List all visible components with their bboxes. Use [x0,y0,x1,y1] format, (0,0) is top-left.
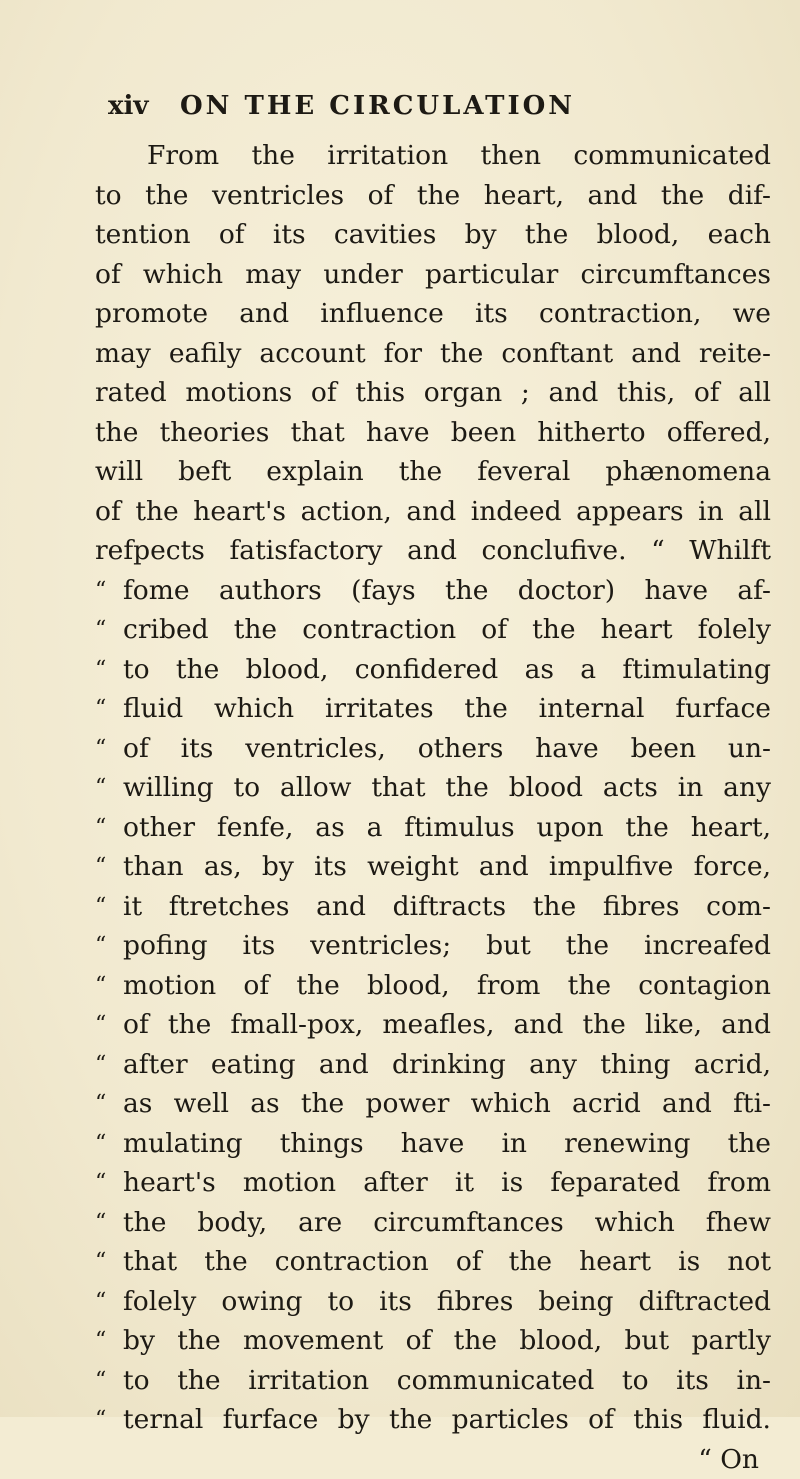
line-text: the body, are circumftances which fhew [123,1207,771,1238]
text-line [95,136,771,176]
quote-mark: “ [95,1045,123,1085]
quote-mark: “ [95,1242,123,1282]
text-line [95,215,771,255]
line-text: to the ventricles of the heart, and the dif- [95,180,771,211]
text-line [95,1203,771,1243]
line-text: to the blood, confidered as a ftimulating [123,654,771,685]
line-text: promote and influence its contraction, we [95,298,771,329]
text-line [95,689,771,729]
text-line [95,1084,771,1124]
line-text: to the irritation communicated to its in- [123,1365,771,1396]
line-text: pofing its ventricles; but the increafed [123,930,771,961]
text-line [95,1242,771,1282]
text-line [95,492,771,532]
running-header [108,86,758,126]
line-text: than as, by its weight and impulfive force, [123,851,771,882]
quote-mark: “ [95,1282,123,1322]
text-line [95,887,771,927]
line-text: may eafily account for the conftant and reite- [95,338,771,369]
catchword: “ On [95,1440,771,1479]
text-line [95,413,771,453]
line-text: From the irritation then communicated [147,140,771,171]
line-text: motion of the blood, from the contagion [123,970,771,1001]
text-line [95,1282,771,1322]
text-line [95,1005,771,1045]
quote-mark: “ [95,571,123,611]
line-text: rated motions of this organ ; and this, of all [95,377,771,408]
text-line [95,1045,771,1085]
text-line [95,1400,771,1440]
text-line [95,966,771,1006]
line-text: heart's motion after it is feparated from [123,1167,771,1198]
line-text: cribed the contraction of the heart folely [123,614,771,645]
quote-mark: “ [95,808,123,848]
line-text: after eating and drinking any thing acrid, [123,1049,771,1080]
quote-mark: “ [95,729,123,769]
quote-mark: “ [95,887,123,927]
line-text: of the heart's action, and indeed appears in all [95,496,771,527]
line-text: the theories that have been hitherto offered, [95,417,771,448]
text-line [95,531,771,571]
line-text: willing to allow that the blood acts in any [123,772,771,803]
line-text: by the movement of the blood, but partly [123,1325,771,1356]
quote-mark: “ [95,847,123,887]
text-line [95,650,771,690]
line-text: mulating things have in renewing the [123,1128,771,1159]
quote-mark: “ [95,1084,123,1124]
line-text: as well as the power which acrid and fti- [123,1088,771,1119]
quote-mark: “ [95,966,123,1006]
quote-mark: “ [95,1203,123,1243]
line-text: ternal furface by the particles of this fluid. [123,1404,771,1435]
running-title: ON THE CIRCULATION [180,86,575,126]
line-text: of the fmall-pox, meafles, and the like, and [123,1009,771,1040]
line-text: folely owing to its fibres being diftracted [123,1286,771,1317]
text-line [95,1163,771,1203]
text-line [95,926,771,966]
quote-mark: “ [95,610,123,650]
text-line [95,808,771,848]
quote-mark: “ [95,650,123,690]
text-line [95,768,771,808]
line-text: it ftretches and diftracts the fibres com- [123,891,771,922]
quote-mark: “ [95,1005,123,1045]
line-text: fome authors (fays the doctor) have af- [123,575,771,606]
text-line [95,729,771,769]
text-line [95,1321,771,1361]
quote-mark: “ [95,1163,123,1203]
line-text: of which may under particular circumftances [95,259,771,290]
page-number: xiv [108,86,180,126]
text-line [95,334,771,374]
line-text: will beft explain the feveral phænomena [95,456,771,487]
quote-mark: “ [95,768,123,808]
text-line [95,255,771,295]
text-line [95,610,771,650]
line-text: that the contraction of the heart is not [123,1246,771,1277]
line-text: fluid which irritates the internal furface [123,693,771,724]
text-line [95,373,771,413]
quote-mark: “ [95,926,123,966]
line-text: tention of its cavities by the blood, each [95,219,771,250]
quote-mark: “ [95,689,123,729]
text-line [95,847,771,887]
text-line [95,1124,771,1164]
quote-mark: “ [95,1400,123,1440]
text-line [95,294,771,334]
text-line [95,176,771,216]
quote-mark: “ [95,1321,123,1361]
line-text: other fenfe, as a ftimulus upon the heart, [123,812,771,843]
line-text: of its ventricles, others have been un- [123,733,771,764]
body-text [95,136,771,1479]
quote-mark: “ [95,1124,123,1164]
text-line [95,571,771,611]
text-line [95,452,771,492]
line-text: refpects fatisfactory and conclufive. “ Whilft [95,535,771,566]
quote-mark: “ [95,1361,123,1401]
text-line [95,1361,771,1401]
